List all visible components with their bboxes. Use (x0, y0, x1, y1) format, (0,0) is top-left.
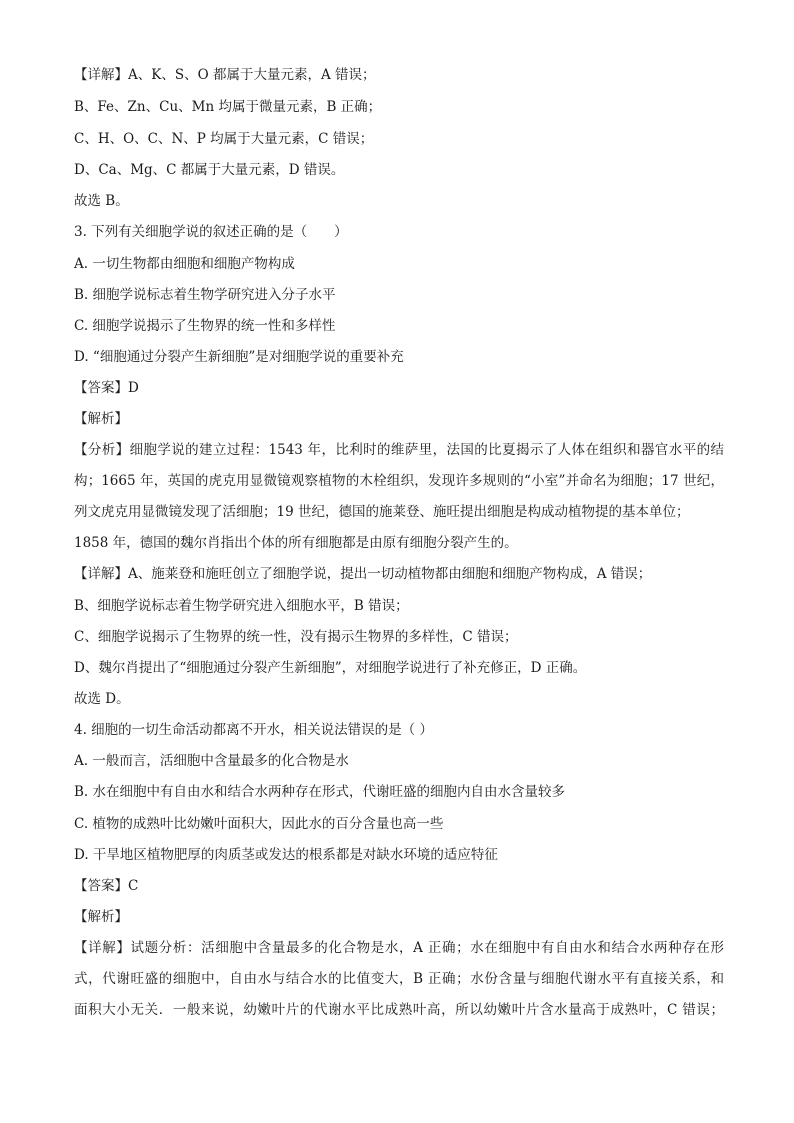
text-line: 列文虎克用显微镜发现了活细胞；19 世纪，德国的施莱登、施旺提出细胞是构成动植物提的基本单位； (74, 504, 690, 520)
text-line: C、细胞学说揭示了生物界的统一性，没有揭示生物界的多样性，C 错误； (74, 629, 518, 645)
question-4-stem: 4. 细胞的一切生命活动都离不开水，相关说法错误的是（ ） (74, 722, 433, 738)
question-3-stem: 3. 下列有关细胞学说的叙述正确的是（ ） (74, 224, 348, 240)
question-4-option-b: B. 水在细胞中有自由水和结合水两种存在形式，代谢旺盛的细胞内自由水含量较多 (74, 784, 566, 800)
text-line: 【分析】细胞学说的建立过程：1543 年，比利时的维萨里，法国的比夏揭示了人体在组织和器官水平的结 (74, 442, 724, 458)
question-4-answer: 【答案】C (74, 878, 139, 894)
text-line: 面积大小无关．一般来说，幼嫩叶片的代谢水平比成熟叶高，所以幼嫩叶片含水量高于成熟叶，C 错误； (74, 1002, 724, 1018)
text-line: 【详解】试题分析：活细胞中含量最多的化合物是水，A 正确；水在细胞中有自由水和结合水两种存在形 (74, 940, 724, 956)
text-line: 1858 年，德国的魏尔肖指出个体的所有细胞都是由原有细胞分裂产生的。 (74, 535, 518, 551)
text-line: 故选 D。 (74, 691, 130, 707)
text-line: B、Fe、Zn、Cu、Mn 均属于微量元素，B 正确； (74, 99, 382, 115)
text-line: B、细胞学说标志着生物学研究进入细胞水平，B 错误； (74, 598, 409, 614)
text-line: 式，代谢旺盛的细胞中，自由水与结合水的比值变大，B 正确；水份含量与细胞代谢水平有直接关系，和 (74, 971, 724, 987)
question-4-option-c: C. 植物的成熟叶比幼嫩叶面积大，因此水的百分含量也高一些 (74, 816, 444, 832)
text-line: D、Ca、Mg、C 都属于大量元素，D 错误。 (74, 162, 345, 178)
question-3-option-c: C. 细胞学说揭示了生物界的统一性和多样性 (74, 318, 336, 334)
question-3-option-a: A. 一切生物都由细胞和细胞产物构成 (74, 256, 295, 272)
text-line: 故选 B。 (74, 193, 129, 209)
question-3-option-b: B. 细胞学说标志着生物学研究进入分子水平 (74, 287, 336, 303)
text-line: C、H、O、C、N、P 均属于大量元素，C 错误； (74, 131, 374, 147)
text-line: 【详解】A、K、S、O 都属于大量元素，A 错误； (74, 67, 376, 83)
question-4-analysis-heading: 【解析】 (74, 909, 128, 925)
text-line: D、魏尔肖提出了“细胞通过分裂产生新细胞”，对细胞学说进行了补充修正，D 正确。 (74, 660, 587, 676)
question-3-analysis-heading: 【解析】 (74, 411, 128, 427)
question-4-option-d: D. 干旱地区植物肥厚的肉质茎或发达的根系都是对缺水环境的适应特征 (74, 847, 498, 863)
question-3-answer: 【答案】D (74, 380, 139, 396)
text-line: 【详解】A、施莱登和施旺创立了细胞学说，提出一切动植物都由细胞和细胞产物构成，A 错误； (74, 566, 652, 582)
text-line: 构；1665 年，英国的虎克用显微镜观察植物的木栓组织，发现许多规则的“小室”并命名为细胞；17 世纪， (74, 473, 724, 489)
question-4-option-a: A. 一般而言，活细胞中含量最多的化合物是水 (74, 753, 349, 769)
question-3-option-d: D. “细胞通过分裂产生新细胞”是对细胞学说的重要补充 (74, 349, 404, 365)
